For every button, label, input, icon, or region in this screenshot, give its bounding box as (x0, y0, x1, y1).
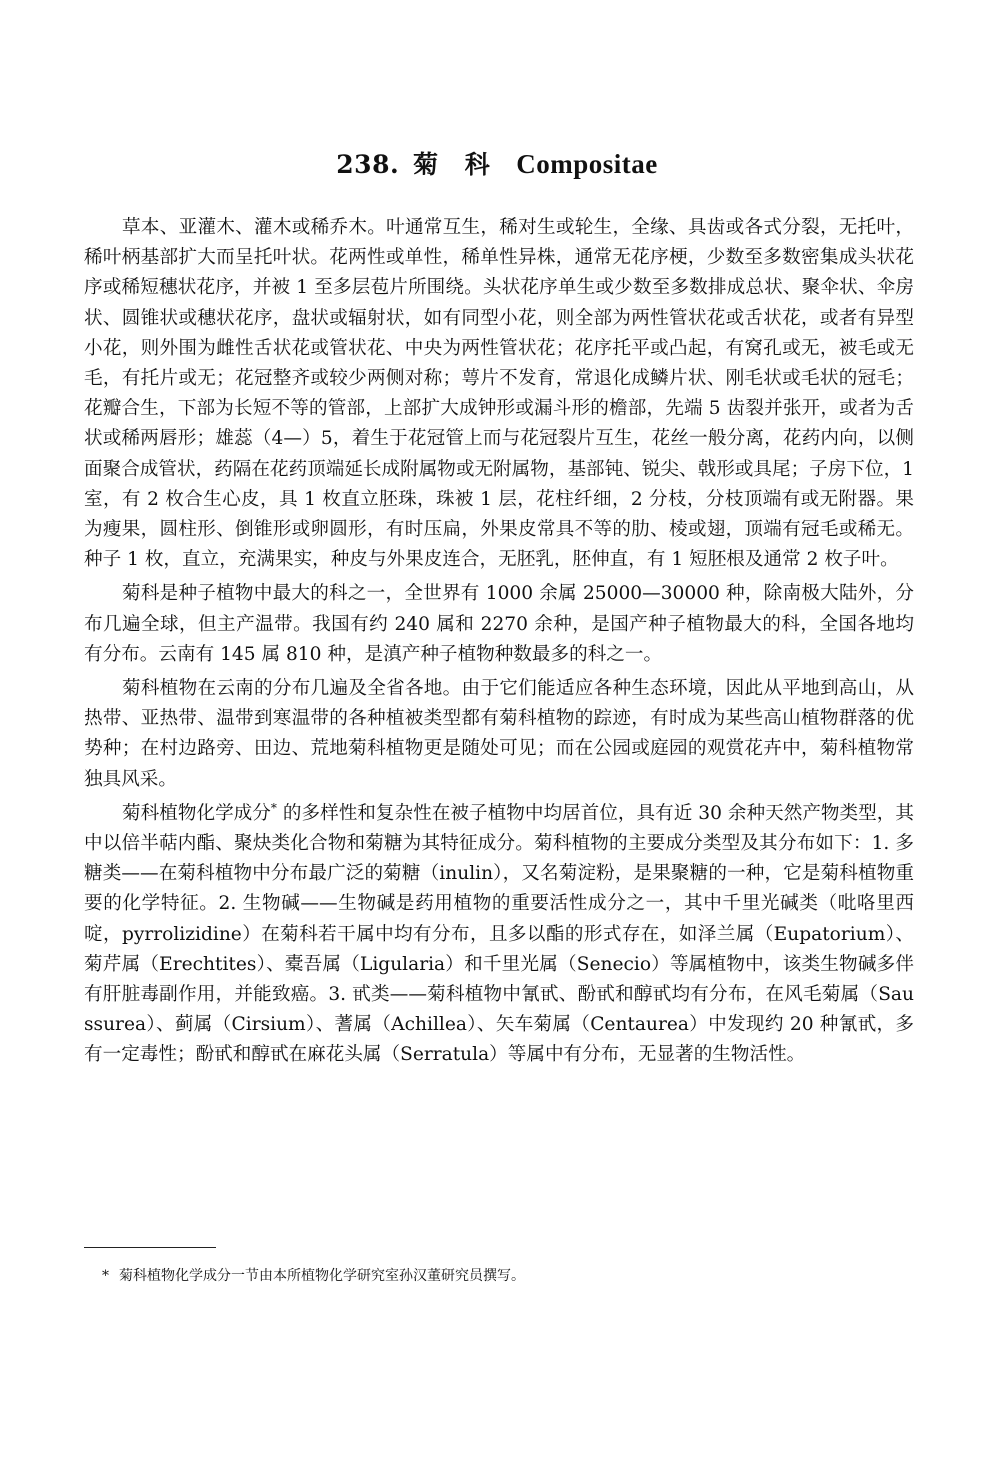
heading-number: 238. (336, 150, 400, 179)
footnote-marker: * (102, 1268, 109, 1284)
chemistry-rest: 的多样性和复杂性在被子植物中均居首位，具有近 30 余种天然产物类型，其中以倍半萜内酯、聚炔类化合物和菊糖为其特征成分。菊科植物的主要成分类型及其分布如下：1. 多糖类——在菊科植物中分布最广泛的菊糖（inulin），又名菊淀粉，是果聚糖的一种，它是菊科植物重要的化学特征。2. 生物碱——生物碱是药用植物的重要活性成分之一，其中千里光碱类（吡咯里西啶，pyrrolizidine）在菊科若干属中均有分布，且多以酯的形式存在，如泽兰属（Eupatorium）、菊芹属（Erechtites）、橐吾属（Ligularia）和千里光属（Senecio）等属植物中，该类生物碱多伴有肝脏毒副作用，并能致癌。3. 甙类——菊科植物中氰甙、酚甙和醇甙均有分布，在风毛菊属（Saussurea）、蓟属（Cirsium）、蓍属（Achillea）、矢车菊属（Centaurea）中发现约 20 种氰甙，多有一定毒性；酚甙和醇甙在麻花头属（Serratula）等属中有分布，无显著的生物活性。 (84, 802, 914, 1066)
chapter-heading (0, 145, 994, 181)
chemistry-lead: 菊科植物化学成分 (122, 802, 271, 824)
footnote-text: 菊科植物化学成分一节由本所植物化学研究室孙汉董研究员撰写。 (119, 1268, 525, 1284)
footnote-reference-marker: * (270, 800, 277, 815)
footnote (102, 1266, 902, 1286)
paragraph-distribution-yunnan: 菊科植物在云南的分布几遍及全省各地。由于它们能适应各种生态环境，因此从平地到高山，从热带、亚热带、温带到寒温带的各种植被类型都有菊科植物的踪迹，有时成为某些高山植物群落的优势种；在村边路旁、田边、荒地菊科植物更是随处可见；而在公园或庭园的观赏花卉中，菊科植物常独具风采。 (84, 678, 914, 790)
heading-latin-name: Compositae (516, 149, 658, 179)
heading-chinese-char-2: 科 (464, 150, 491, 179)
heading-chinese-char-1: 菊 (413, 150, 439, 179)
footnote-divider (84, 1247, 216, 1248)
paragraph-chemistry (84, 799, 914, 1071)
body-text (84, 213, 914, 1075)
paragraph-morphology: 草本、亚灌木、灌木或稀乔木。叶通常互生，稀对生或轮生，全缘、具齿或各式分裂，无托叶，稀叶柄基部扩大而呈托叶状。花两性或单性，稀单性异株，通常无花序梗，少数至多数密集成头状花序或稀短穗状花序，并被 1 至多层苞片所围绕。头状花序单生或少数至多数排成总状、聚伞状、伞房状、圆锥状或穗状花序，盘状或辐射状，如有同型小花，则全部为两性管状花或舌状花，或者有异型小花，则外围为雌性舌状花或管状花、中央为两性管状花；花序托平或凸起，有窝孔或无，被毛或无毛，有托片或无；花冠整齐或较少两侧对称；萼片不发育，常退化成鳞片状、刚毛状或毛状的冠毛；花瓣合生，下部为长短不等的管部，上部扩大成钟形或漏斗形的檐部，先端 5 齿裂并张开，或者为舌状或稀两唇形；雄蕊（4—）5，着生于花冠管上而与花冠裂片互生，花丝一般分离，花药内向，以侧面聚合成管状，药隔在花药顶端延长成附属物或无附属物，基部钝、锐尖、戟形或具尾；子房下位，1 室，有 2 枚合生心皮，具 1 枚直立胚珠，珠被 1 层，花柱纤细，2 分枝，分枝顶端有或无附器。果为瘦果，圆柱形、倒锥形或卵圆形，有时压扁，外果皮常具不等的肋、棱或翅，顶端有冠毛或稀无。种子 1 枚，直立，充满果实，种皮与外果皮连合，无胚乳，胚伸直，有 1 短胚根及通常 2 枚子叶。 (84, 217, 914, 571)
paragraph-distribution-world: 菊科是种子植物中最大的科之一，全世界有 1000 余属 25000—30000 种，除南极大陆外，分布几遍全球，但主产温带。我国有约 240 属和 2270 余种，是国产种子植物最大的科，全国各地均有分布。云南有 145 属 810 种，是滇产种子植物种数最多的科之一。 (84, 583, 914, 665)
